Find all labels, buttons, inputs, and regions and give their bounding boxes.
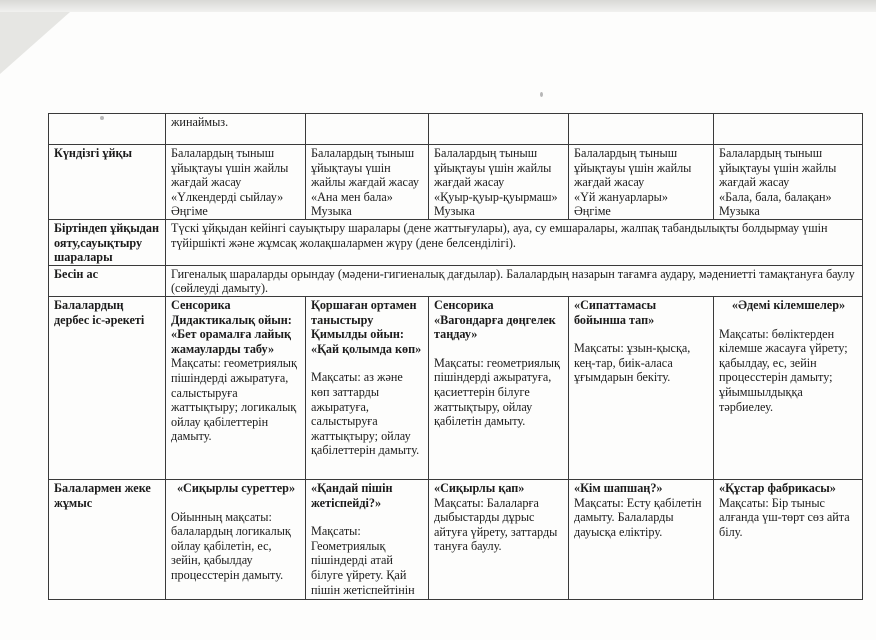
page-fold-corner (0, 12, 70, 74)
cell-text: Балалардың тыныш ұйықтауы үшін жайлы жағдай жасау (574, 146, 692, 190)
cell-type: Әңгіме (574, 204, 611, 219)
activity-goal: Мақсаты: Есту қабілетін дамыту. Балаларды дауысқа еліктіру. (574, 495, 702, 539)
table-cell (569, 145, 714, 220)
activity-title: «Қандай пішін жетіспейді?» (311, 480, 393, 510)
activity-title: «Құстар фабрикасы» (719, 480, 836, 495)
spacer (171, 496, 301, 510)
activity-title: «Сипаттамасы бойынша тап» (574, 297, 657, 327)
row-label: Балалардың дербес іс-әрекеті (49, 296, 166, 479)
cell-text: Балалардың тыныш ұйықтауы үшін жайлы жағдай жасау (311, 146, 419, 190)
table-cell (714, 479, 863, 599)
spacer (311, 356, 424, 370)
activity-title: «Сиқырлы суреттер» (176, 480, 296, 495)
table-cell (429, 114, 569, 145)
daily-plan-table (48, 113, 863, 600)
activity-heading: Сенсорика (171, 297, 231, 312)
activity-title: «Кім шапшаң?» (574, 480, 663, 495)
table-cell (429, 145, 569, 220)
cell-type: Музыка (434, 204, 475, 219)
activity-heading: Қоршаған ортамен таныстыру (311, 297, 417, 327)
activity-goal: Мақсаты: геометриялық пішіндерді ажыратуға, салыстыруға жаттықтыру; логикалық ойлау қабілеттерін дамыту. (171, 356, 297, 444)
activity-goal: Мақсаты: ұзын-қысқа, кең-тар, биік-аласа ұғымдарын бекіту. (574, 341, 691, 385)
table-cell (306, 479, 429, 599)
cell-title: «Қуыр-қуыр-қуырмаш» (434, 189, 558, 204)
activity-goal: Мақсаты: Геометриялық пішіндерді атай білуге үйрету. Қай пішін жетіспейтінін (311, 524, 415, 597)
table-cell: жинаймыз. (166, 114, 306, 145)
table-cell (166, 479, 306, 599)
activity-heading: Дидактикалық ойын: (171, 312, 292, 327)
activity-goal: Мақсаты: Бір тыныс алғанда үш-төрт сөз айта білу. (719, 495, 850, 539)
cell-title: «Ана мен бала» (311, 189, 393, 204)
table-cell (306, 145, 429, 220)
table-cell (714, 145, 863, 220)
merged-cell: Гигеналық шараларды орындау (мәдени-гигиеналық дағдылар). Балалардың назарын тағамға аудару, мәдениетті тамақтануға баулу (сөйлеуді дамыту). (166, 265, 863, 296)
cell-text: Балалардың тыныш ұйықтауы үшін жайлы жағдай жасау (171, 146, 289, 190)
activity-title: «Сиқырлы қап» (434, 480, 525, 495)
cell-title: «Үй жануарлары» (574, 189, 668, 204)
activity-title: «Вагондарға дөңгелек таңдау» (434, 312, 556, 342)
table-row (49, 296, 863, 479)
table-row (49, 479, 863, 599)
table-cell (714, 296, 863, 479)
row-label: Күндізгі ұйқы (49, 145, 166, 220)
table-row (49, 114, 863, 145)
activity-title: «Бет орамалға лайық жамауларды табу» (171, 327, 291, 356)
table-cell (569, 114, 714, 145)
table-row (49, 265, 863, 296)
row-label: Бесін ас (49, 265, 166, 296)
activity-title: «Қай қолымда көп» (311, 341, 422, 356)
table-row (49, 219, 863, 265)
cell-title: «Бала, бала, балақан» (719, 189, 832, 204)
scan-edge (0, 0, 876, 12)
spacer (719, 313, 858, 327)
activity-title: «Әдемі кілемшелер» (731, 297, 846, 312)
activity-goal: Мақсаты: геометриялық пішіндерді ажыратуға, қасиеттерін білуге жаттықтыру, ойлау қабілетін дамыту. (434, 355, 560, 429)
cell-title: «Үлкендерді сыйлау» (171, 189, 284, 204)
table-cell (166, 145, 306, 220)
activity-goal: Мақсаты: бөліктерден кілемше жасауға үйрету; қабылдау, ес, зейін процесстерін дамыту; ұйымшылдыққа тәрбиелеу. (719, 326, 848, 414)
table-cell (569, 296, 714, 479)
table-cell (714, 114, 863, 145)
activity-heading: Сенсорика (434, 297, 494, 312)
spacer (311, 510, 424, 524)
table-cell (166, 296, 306, 479)
cell-type: Музыка (311, 204, 352, 219)
scan-speck (540, 92, 543, 97)
activity-goal: Мақсаты: Балаларға дыбыстарды дұрыс айтуға үйрету, заттарды тануға баулу. (434, 495, 558, 554)
table-cell (306, 296, 429, 479)
table-row (49, 145, 863, 220)
activity-goal: Мақсаты: аз және көп заттарды ажыратуға, салыстыруға жаттықтыру; ойлау қабілеттерін дамыту. (311, 370, 420, 458)
row-label (49, 114, 166, 145)
row-label: Балалармен жеке жұмыс (49, 479, 166, 599)
spacer (574, 327, 709, 341)
table-cell (429, 479, 569, 599)
cell-text: Балалардың тыныш ұйықтауы үшін жайлы жағдай жасау (434, 146, 552, 190)
activity-heading: Қимылды ойын: (311, 327, 404, 342)
row-label: Біртіндеп ұйқыдан ояту,сауықтыру шаралары (49, 219, 166, 265)
activity-goal: Ойынның мақсаты: балалардың логикалық ойлау қабілетін, ес, зейін, қабылдау процесстерін дамыту. (171, 509, 291, 582)
spacer (434, 342, 564, 356)
table-cell (306, 114, 429, 145)
cell-type: Әңгіме (171, 204, 208, 219)
table-cell (569, 479, 714, 599)
cell-text: Балалардың тыныш ұйықтауы үшін жайлы жағдай жасау (719, 146, 837, 190)
table-cell (429, 296, 569, 479)
merged-cell: Түскі ұйқыдан кейінгі сауықтыру шаралары (дене жаттығулары), ауа, су емшаралары, жалпақ табандылықты болдырмау үшін түйіршікті және жұмсақ жолақшалармен жүру (дене белсенділігі). (166, 219, 863, 265)
cell-type: Музыка (719, 204, 760, 219)
